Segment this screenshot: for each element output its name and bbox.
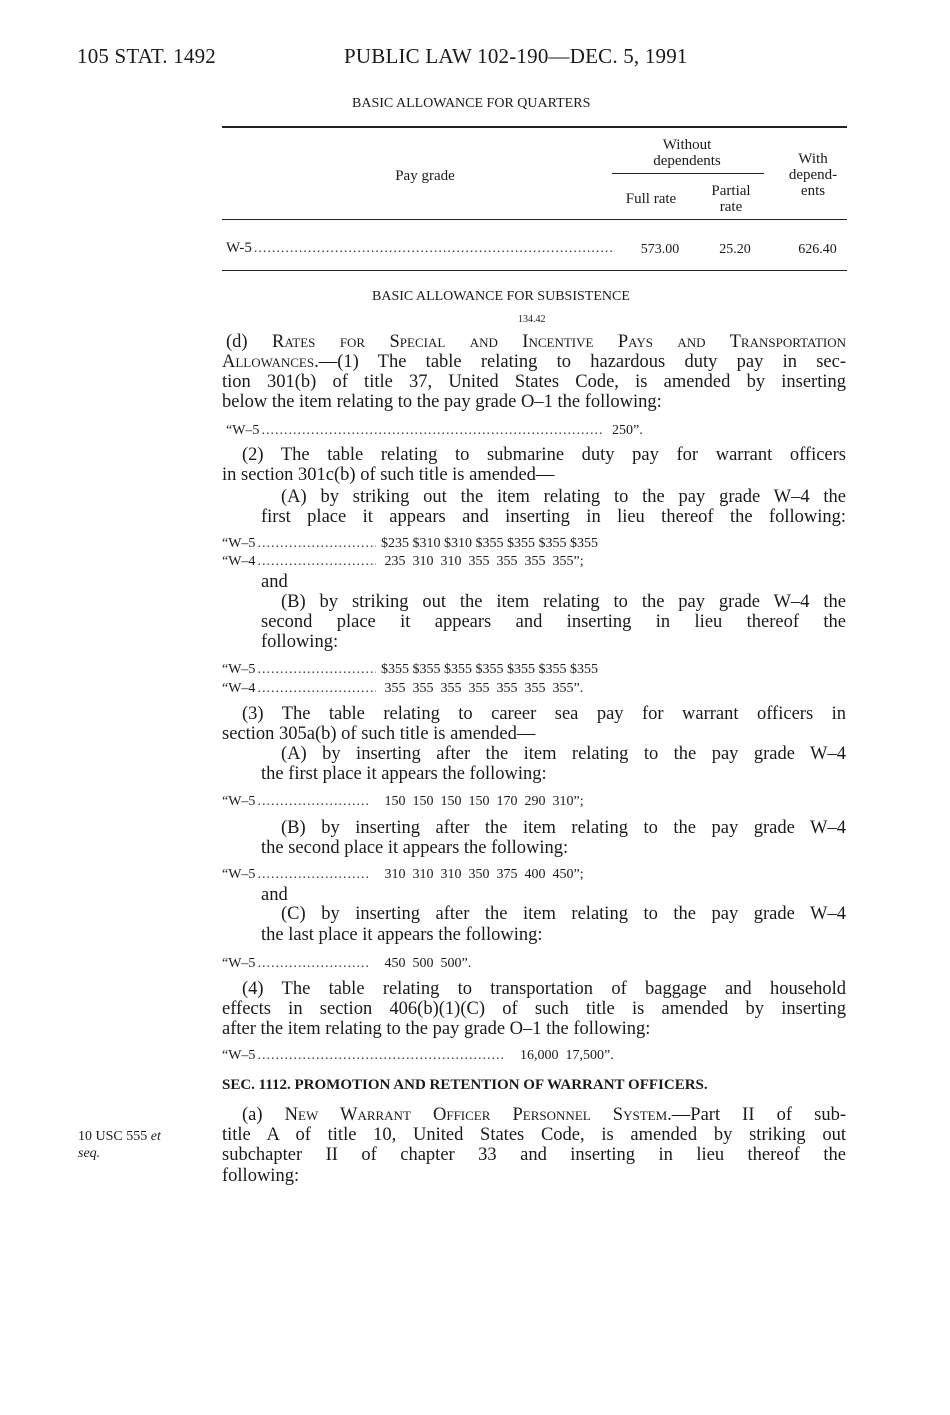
para-d-line3: tion 301(b) of title 37, United States Code, is amended by inserting xyxy=(222,372,846,392)
para-4-line2: effects in section 406(b)(1)(C) of such title is amended by inserting xyxy=(222,999,846,1019)
baq-row-w5: W-5 ..... xyxy=(226,240,616,257)
bas-title: BASIC ALLOWANCE FOR SUBSISTENCE xyxy=(372,289,630,304)
para-d-line1: (d) Rates for Special and Incentive Pays and Transportation xyxy=(226,332,846,352)
para-3a-line1: (A) by inserting after the item relating to the pay grade W–4 xyxy=(281,744,846,764)
para-3c-line2: the last place it appears the following: xyxy=(261,925,543,945)
sec-1112-a-line4: following: xyxy=(222,1166,300,1186)
baq-row-partial-rate: 25.20 xyxy=(719,242,751,257)
baq-table-title: BASIC ALLOWANCE FOR QUARTERS xyxy=(352,96,591,111)
para-2b-line1: (B) by striking out the item relating to the pay grade W–4 the xyxy=(281,592,846,612)
sea-pay-b-w5-values: 310 310 310 350 375 400 450”; xyxy=(381,867,584,882)
submarine-a-w5-grade: “W–5 ..... xyxy=(222,536,378,552)
para-d-line2: Allowances.—(1) The table relating to hazardous duty pay in sec- xyxy=(222,352,846,372)
section-1112-heading: SEC. 1112. PROMOTION AND RETENTION OF WARRANT OFFICERS. xyxy=(222,1077,708,1093)
para-3-line2: section 305a(b) of such title is amended— xyxy=(222,724,536,744)
submarine-b-w4-grade: “W–4 ..... xyxy=(222,681,378,697)
page-stat-citation: 105 STAT. 1492 xyxy=(77,44,216,68)
bas-value: 134.42 xyxy=(518,314,546,325)
baq-row-full-rate: 573.00 xyxy=(640,242,680,257)
para-3a-line2: the first place it appears the following: xyxy=(261,764,547,784)
para-3-line1: (3) The table relating to career sea pay for warrant officers in xyxy=(242,704,846,724)
without-dependents-rule xyxy=(612,173,764,174)
sec-1112-a-line3: subchapter II of chapter 33 and inserting in lieu thereof the xyxy=(222,1145,846,1165)
sec-1112-a-line1: (a) New Warrant Officer Personnel System.—Part II of sub- xyxy=(242,1105,846,1125)
para-3b-line1: (B) by inserting after the item relating to the pay grade W–4 xyxy=(281,818,846,838)
table-header-rule xyxy=(222,219,847,220)
baq-col-partial-rate: Partial rate xyxy=(711,183,751,215)
baggage-w5-grade: “W–5 ..... xyxy=(222,1048,508,1064)
para-2-line2: in section 301c(b) of such title is amended— xyxy=(222,465,555,485)
page-law-header: PUBLIC LAW 102-190—DEC. 5, 1991 xyxy=(344,44,688,68)
para-2-line1: (2) The table relating to submarine duty pay for warrant officers xyxy=(242,445,846,465)
para-3c-line1: (C) by inserting after the item relating to the pay grade W–4 xyxy=(281,904,846,924)
para-2a-line2: first place it appears and inserting in lieu thereof the following: xyxy=(261,507,846,527)
baggage-w5-values: 16,000 17,500”. xyxy=(520,1048,614,1063)
baq-col-full-rate: Full rate xyxy=(625,191,677,207)
submarine-a-w4-grade: “W–4 ..... xyxy=(222,554,378,570)
table-top-rule xyxy=(222,126,847,128)
and-connector-1: and xyxy=(261,572,288,592)
para-4-line1: (4) The table relating to transportation of baggage and household xyxy=(242,979,846,999)
sec-1112-a-line2: title A of title 10, United States Code, is amended by striking out xyxy=(222,1125,846,1145)
baq-col-with-dependents: With depend- ents xyxy=(788,151,838,199)
para-2a-line1: (A) by striking out the item relating to the pay grade W–4 the xyxy=(281,487,846,507)
and-connector-2: and xyxy=(261,885,288,905)
baq-col-pay-grade: Pay grade xyxy=(395,168,455,184)
submarine-b-w5-grade: “W–5 ..... xyxy=(222,662,378,678)
hazardous-duty-w5-row: “W–5 ..... xyxy=(226,423,606,439)
submarine-a-w5-values: $235 $310 $310 $355 $355 $355 $355 xyxy=(381,536,598,551)
sea-pay-c-w5-grade: “W–5 ..... xyxy=(222,956,370,972)
hazardous-duty-w5-value: 250”. xyxy=(612,423,643,438)
para-2b-line3: following: xyxy=(261,632,339,652)
para-2b-line2: second place it appears and inserting in lieu thereof the xyxy=(261,612,846,632)
sea-pay-c-w5-values: 450 500 500”. xyxy=(381,956,472,971)
submarine-a-w4-values: 235 310 310 355 355 355 355”; xyxy=(381,554,584,569)
margin-note-usc-citation: 10 USC 555 et seq. xyxy=(78,1129,161,1161)
para-4-line3: after the item relating to the pay grade O–1 the following: xyxy=(222,1019,651,1039)
sea-pay-b-w5-grade: “W–5 ..... xyxy=(222,867,370,883)
table-bottom-rule xyxy=(222,270,847,271)
baq-col-without-dependents: Without dependents xyxy=(653,137,721,169)
baq-row-with-dependents: 626.40 xyxy=(798,242,837,257)
para-d-line4: below the item relating to the pay grade O–1 the following: xyxy=(222,392,662,412)
para-3b-line2: the second place it appears the following: xyxy=(261,838,569,858)
submarine-b-w4-values: 355 355 355 355 355 355 355”. xyxy=(381,681,584,696)
sea-pay-a-w5-grade: “W–5 ..... xyxy=(222,794,370,810)
submarine-b-w5-values: $355 $355 $355 $355 $355 $355 $355 xyxy=(381,662,598,677)
sea-pay-a-w5-values: 150 150 150 150 170 290 310”; xyxy=(381,794,584,809)
